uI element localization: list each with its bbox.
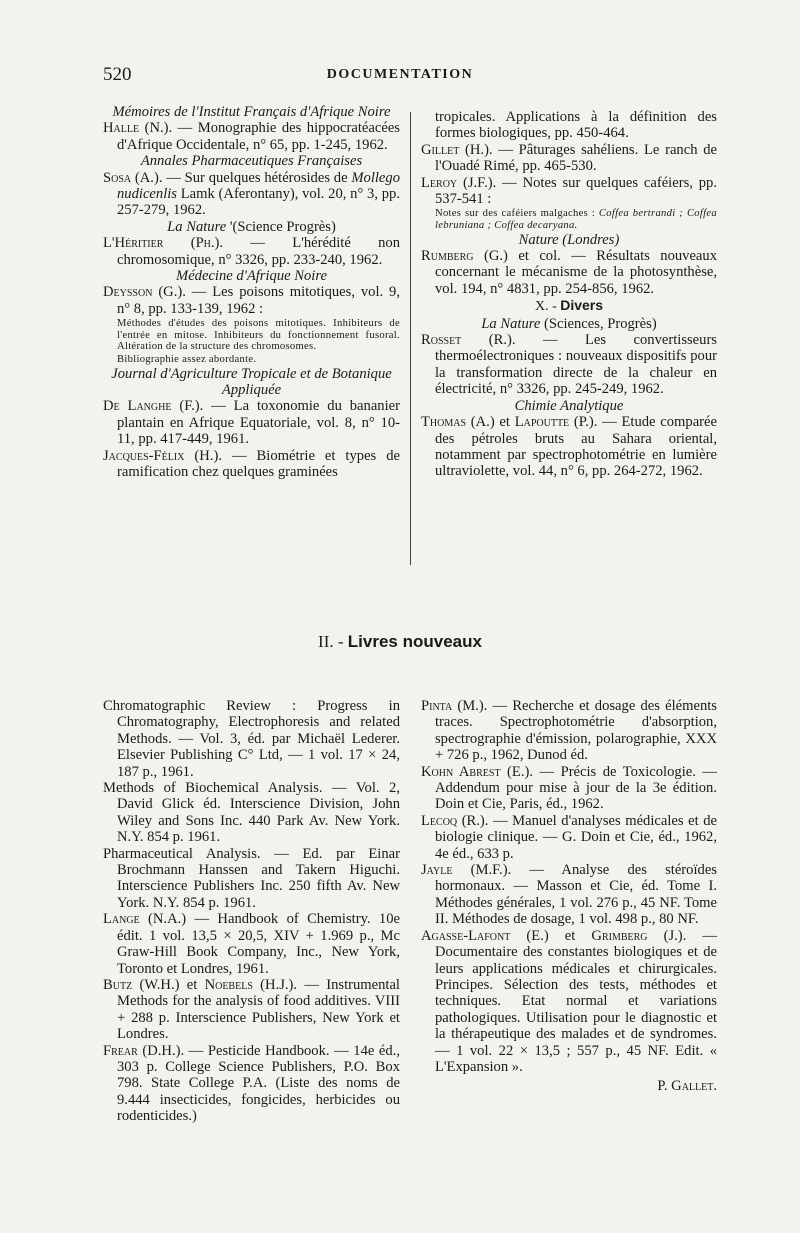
author: Rumberg (G.)	[421, 248, 508, 265]
book-entry: Pharmaceutical Analysis. — Ed. par Einar Brochmann Hanssen and Takern Higuchi. Interscience Publishers Inc. 250 fifth Av. New York. N.Y. 854 p. 1961.	[103, 845, 400, 911]
author: Lange (N.A.)	[103, 911, 187, 928]
bibliography-entry	[421, 142, 717, 175]
entry-text: — Instrumental Methods for the analysis of food additives. VIII + 288 p. Interscience Publishers, New York et Londres.	[117, 976, 400, 1043]
book-entry	[421, 928, 717, 1076]
abstract-note: Méthodes d'études des poisons mitotiques. Inhibiteurs de l'entrée en mitose. Inhibiteurs du fonctionnement fusoral. Altération de la structure des chromosomes.	[117, 318, 400, 353]
bibliography-entry	[103, 448, 400, 481]
journal-subtitle: (Sciences, Progrès)	[540, 315, 657, 332]
section-title: Livres nouveaux	[347, 632, 482, 651]
entry-text: — Les convertisseurs thermoélectroniques : nouveaux dispositifs pour la transformation directe de la chaleur en électricité, n° 3326, pp. 245-249, 1962.	[435, 332, 717, 398]
entry-text: — Les poisons mitotiques, vol. 9, n° 8, pp. 133-139, 1962 :	[117, 284, 401, 317]
author: Halle (N.).	[103, 120, 173, 137]
abstract-note	[421, 208, 717, 231]
author: Rosset (R.).	[421, 332, 516, 349]
journal-heading: Mémoires de l'Institut Français d'Afrique Noire	[112, 104, 391, 120]
author: Noebels (H.J.).	[204, 976, 298, 993]
journal-subtitle: '(Science Progrès)	[226, 218, 336, 235]
books-right-column	[421, 698, 717, 1095]
book-entry	[103, 977, 400, 1043]
journal-heading: Journal d'Agriculture Tropicale et de Botanique Appliquée	[111, 365, 392, 399]
entry-text: — Manuel d'analyses médicales et de biologie clinique. — G. Doin et Cie, éd., 1962, 4e éd., 633 p.	[435, 812, 717, 862]
running-title: DOCUMENTATION	[326, 67, 474, 82]
entry-text: — Handbook of Chemistry. 10e édit. 1 vol. 13,5 × 20,5, XIV + 1.969 p., Mc Graw-Hill Book Company, Inc., New York, Toronto et Londres, 1961.	[117, 911, 400, 977]
author: Gillet (H.).	[421, 141, 493, 158]
journal-heading	[421, 316, 717, 332]
conjunction: et	[494, 414, 515, 431]
author: Jacques-Félix (H.).	[103, 447, 222, 464]
bibliography-entry	[421, 332, 717, 398]
entry-text: — Sur quelques hétérosides de	[162, 169, 352, 186]
author: Deysson (G.).	[103, 284, 186, 301]
book-entry	[103, 911, 400, 977]
author: Frear (D.H.).	[103, 1042, 185, 1059]
bibliography-entry	[103, 235, 400, 268]
author: Thomas (A.)	[421, 414, 495, 431]
book-entry	[421, 698, 717, 764]
right-column	[421, 109, 717, 480]
entry-text: — Biométrie et types de ramification chez quelques graminées	[117, 447, 400, 481]
bibliography-entry	[103, 120, 400, 153]
section-number: X. -	[534, 299, 561, 315]
author: Jayle (M.F.).	[421, 862, 512, 879]
book-entry: Methods of Biochemical Analysis. — Vol. 2, David Glick éd. Interscience Division, John Wiley and Sons Inc. 440 Park Av. New York. N.Y. 854 p. 1961.	[103, 780, 400, 846]
author: Lecoq (R.).	[421, 812, 489, 829]
signature: P. Gallet.	[657, 1078, 717, 1095]
journal-heading: Nature (Londres)	[518, 231, 620, 248]
journal-heading: Chimie Analytique	[514, 397, 624, 414]
author: De Langhe (F.).	[103, 398, 204, 415]
section-heading	[421, 297, 717, 315]
journal-title: La Nature	[481, 315, 541, 332]
entry-text: — Analyse des stéroïdes hormonaux. — Masson et Cie, éd. Tome I. Méthodes générales, 1 vol. 276 p., 45 NF. Tome II. Méthodes de dosage, 1 vol. 498 p., 80 NF.	[435, 862, 717, 928]
author: Kohn Abrest (E.).	[421, 763, 533, 780]
left-column	[103, 104, 400, 481]
book-entry	[103, 1043, 400, 1125]
abstract-note: Bibliographie assez abordante.	[117, 354, 257, 366]
entry-continuation: tropicales. Applications à la définition des formes biologiques, pp. 450-464.	[435, 109, 717, 142]
entry-text: — La toxonomie du bananier plantain en Afrique Equatoriale, vol. 8, n° 10-11, pp. 417-449, 1961.	[117, 398, 400, 448]
bibliography-entry	[421, 175, 717, 208]
bibliography-entry	[103, 284, 400, 317]
page-number: 520	[103, 64, 132, 85]
book-entry	[421, 862, 717, 928]
author: L'Héritier (Ph.).	[103, 235, 224, 252]
entry-text: — Pesticide Handbook. — 14e éd., 303 p. College Science Publishers, P.O. Box 798. State College P.A. (Liste des noms de 9.444 insecticides, fongicides, herbicides ou rodenticides.)	[117, 1042, 400, 1125]
author: Sosa (A.).	[103, 169, 163, 186]
section-heading	[0, 632, 800, 652]
conjunction: et	[548, 927, 592, 944]
section-title: Divers	[560, 297, 604, 314]
journal-heading	[103, 219, 400, 235]
journal-heading: Annales Pharmaceutiques Françaises	[140, 153, 363, 170]
entry-text: — Notes sur quelques caféiers, pp. 537-541 :	[435, 174, 717, 208]
conjunction: et	[179, 976, 205, 993]
author: Grimberg (J.).	[591, 927, 687, 944]
books-left-column	[103, 698, 400, 1125]
book-entry	[421, 813, 717, 862]
bibliography-entry	[421, 414, 717, 480]
entry-text: — Recherche et dosage des éléments traces. Spectrophotométrie d'absorption, spectrographie d'émission, polarographie, XXX + 726 p., 1962, Dunod éd.	[435, 698, 717, 764]
entry-text: et col. — Résultats nouveaux concernant le mécanisme de la photosynthèse, vol. 194, n° 4831, pp. 254-856, 1962.	[435, 248, 718, 297]
entry-text: — Précis de Toxicologie. — Addendum pour mise à jour de la 3e édition. Doin et Cie, Paris, éd., 1962.	[435, 763, 717, 813]
author: Pinta (M.).	[421, 698, 488, 714]
entry-text: — Etude comparée des pétroles bruts au Sahara oriental, notamment par spectrophotométrie en lumière ultraviolette, vol. 44, n° 6, pp. 264-272, 1962.	[435, 414, 717, 480]
author: Agasse-Lafont (E.)	[421, 927, 549, 944]
species-name: Mollego nudicenlis	[117, 169, 400, 203]
author: Lapoutte (P.).	[514, 414, 598, 431]
entry-text: — Documentaire des constantes biologiques et de leurs applications médicales et chirurgicales. Principes. Sélection des tests, méthodes et techniques. Etat normal et variations pathologiques. Utilisation pour le diagnostic et la thérapeutique des malades et de syndromes. — 1 vol. 22 × 13,5 ; 557 p., 45 NF. Edit. « L'Expansion ».	[435, 927, 717, 1075]
species-names: Coffea bertrandi ; Coffea lebruniana ; Coffea decaryana.	[435, 208, 717, 232]
bibliography-entry	[421, 248, 717, 297]
entry-text: — Pâturages sahéliens. Le ranch de l'Ouadé Rimé, pp. 465-530.	[435, 141, 717, 175]
entry-text: — L'hérédité non chromosomique, n° 3326, pp. 233-240, 1962.	[117, 235, 401, 268]
book-entry: Chromatographic Review : Progress in Chromatography, Electrophoresis and related Methods. — Vol. 3, éd. par Michaël Lederer. Elsevier Publishing C° Ltd, — 1 vol. 17 × 24, 187 p., 1961.	[103, 698, 400, 780]
entry-text: Lamk (Aferontany), vol. 20, n° 3, pp. 257-279, 1962.	[117, 186, 400, 219]
author: Butz (W.H.)	[103, 976, 180, 993]
bibliography-entry	[103, 170, 400, 219]
book-entry	[421, 764, 717, 813]
journal-title: La Nature	[167, 218, 227, 235]
section-number: II. -	[318, 632, 348, 651]
journal-heading: Médecine d'Afrique Noire	[176, 268, 327, 285]
author: Leroy (J.F.).	[421, 174, 497, 191]
bibliography-entry	[103, 398, 400, 447]
note-text: Notes sur des caféiers malgaches :	[435, 208, 599, 220]
entry-text: — Monographie des hippocratéacées d'Afrique Occidentale, n° 65, pp. 1-245, 1962.	[117, 120, 400, 153]
column-divider	[410, 112, 411, 565]
